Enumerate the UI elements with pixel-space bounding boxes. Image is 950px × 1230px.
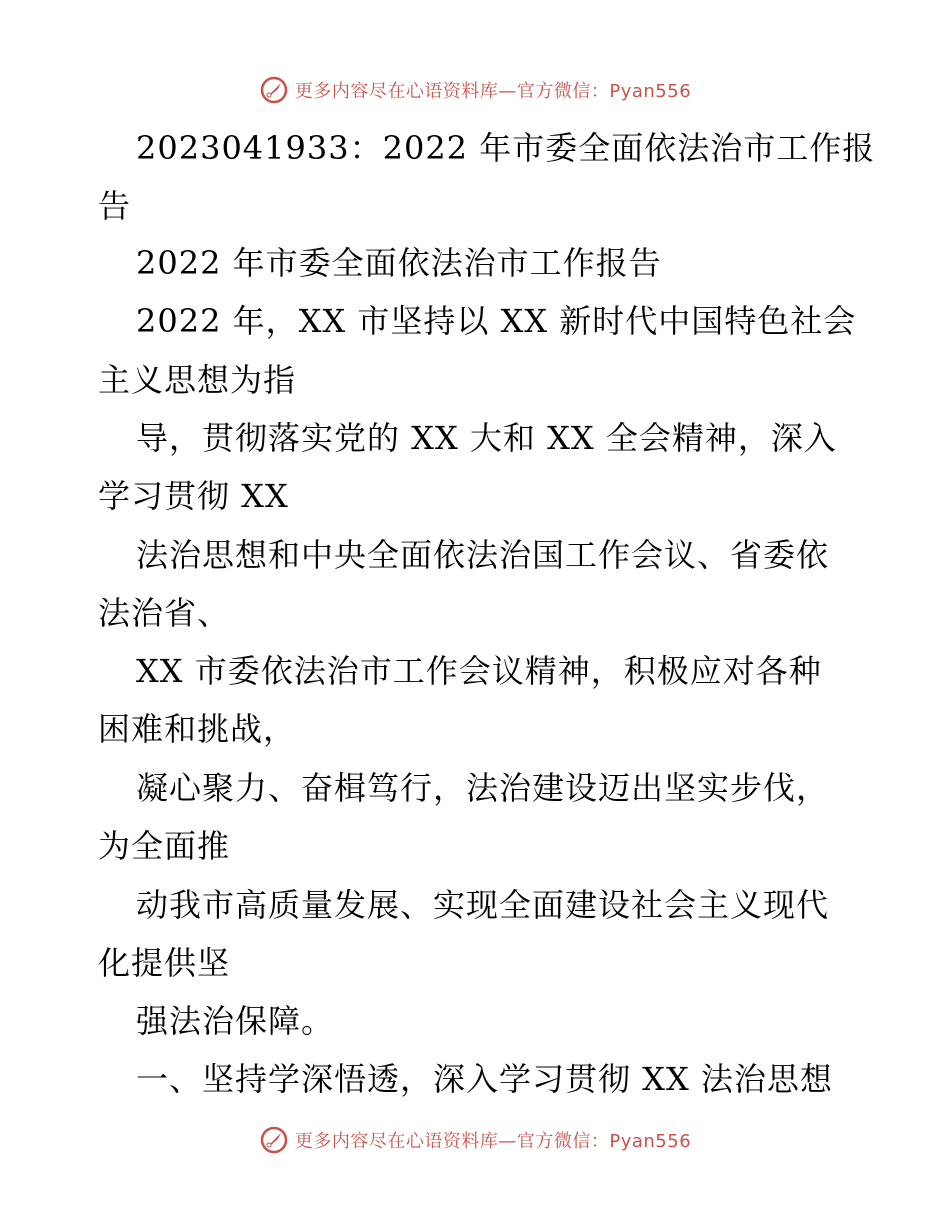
quill-logo-icon: [259, 1125, 289, 1155]
text-line: 2023041933：2022 年市委全面依法治市工作报: [136, 129, 876, 167]
text-line: 动我市高质量发展、实现全面建设社会主义现代: [136, 886, 830, 924]
quill-logo-icon: [259, 75, 289, 105]
header-watermark: [0, 72, 950, 108]
text-line: 2022 年市委全面依法治市工作报告: [136, 244, 662, 282]
text-line: 告: [98, 187, 132, 225]
text-line: 2022 年，XX 市坚持以 XX 新时代中国特色社会: [136, 302, 857, 340]
text-line: 法治省、: [98, 594, 231, 632]
text-line: 凝心聚力、奋楫笃行，法治建设迈出坚实步伐，: [136, 769, 830, 807]
text-line: 强法治保障。: [136, 1002, 335, 1040]
text-line: 法治思想和中央全面依法治国工作会议、省委依: [136, 536, 830, 574]
text-line: 化提供坚: [98, 944, 231, 982]
text-line: 主义思想为指: [98, 361, 297, 399]
text-line: 困难和挑战，: [98, 710, 297, 748]
watermark-text: 更多内容尽在心语资料库—官方微信：Pyan556: [294, 81, 692, 102]
text-line: 导，贯彻落实党的 XX 大和 XX 全会精神，深入: [136, 419, 837, 457]
footer-watermark: [0, 1122, 950, 1158]
text-line: XX 市委依法治市工作会议精神，积极应对各种: [136, 652, 822, 690]
text-line: 学习贯彻 XX: [98, 477, 289, 515]
watermark-text: 更多内容尽在心语资料库—官方微信：Pyan556: [294, 1131, 692, 1152]
text-line: 为全面推: [98, 827, 231, 865]
text-line: 一、坚持学深悟透，深入学习贯彻 XX 法治思想: [136, 1060, 833, 1098]
